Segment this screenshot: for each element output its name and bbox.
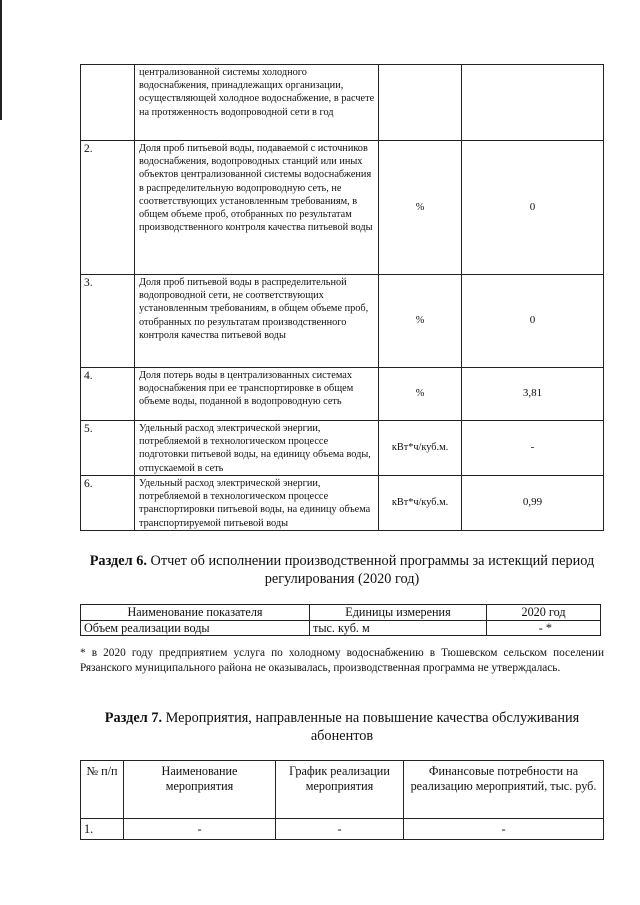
- table-row: [81, 65, 604, 141]
- indicator-value: 0: [462, 275, 604, 368]
- indicator-value: 0,99: [462, 476, 604, 531]
- section-6-table: [80, 604, 601, 636]
- row-number: 1.: [81, 819, 124, 840]
- table-header-row: [81, 605, 601, 621]
- indicator-unit: кВт*ч/куб.м.: [379, 421, 462, 476]
- indicators-table: [80, 64, 604, 531]
- page-edge-mark: [0, 0, 2, 120]
- row-number: 4.: [81, 368, 135, 421]
- column-header: Наименование мероприятия: [124, 761, 276, 819]
- table-row: [81, 141, 604, 275]
- indicator-unit: тыс. куб. м: [310, 620, 487, 636]
- column-header: График реализации мероприятия: [276, 761, 404, 819]
- section-6-title: Отчет об исполнении производственной программы за истекщий период регулирования (2020 год): [150, 553, 595, 587]
- row-number: [81, 65, 135, 141]
- indicator-text: Доля потерь воды в централизованных системах водоснабжения при ее транспортировке в общем объеме воды, поданной в водопроводную сеть: [135, 368, 379, 421]
- row-number: 5.: [81, 421, 135, 476]
- measure-name: -: [124, 819, 276, 840]
- column-header: 2020 год: [487, 605, 601, 621]
- section-7-heading: [80, 709, 604, 745]
- indicator-unit: %: [379, 141, 462, 275]
- section-7-label: Раздел 7.: [104, 710, 163, 726]
- measure-schedule: -: [276, 819, 404, 840]
- table-row: [81, 275, 604, 368]
- indicator-text: Доля проб питьевой воды, подаваемой с источников водоснабжения, водопроводных станций или иных объектов централизованной системы водоснабжения в распределительную водопроводную сеть, не соответствующих установленным требованиям, в общем объеме проб, отобранных по результатам производственного контроля качества питьевой воды: [135, 141, 379, 275]
- column-header: Наименование показателя: [81, 605, 310, 621]
- indicator-value: [462, 65, 604, 141]
- indicator-unit: кВт*ч/куб.м.: [379, 476, 462, 531]
- table-header-row: [81, 761, 604, 819]
- indicator-value: 3,81: [462, 368, 604, 421]
- indicator-value: 0: [462, 141, 604, 275]
- section-6-heading: [80, 552, 604, 588]
- row-number: 3.: [81, 275, 135, 368]
- table-row: [81, 421, 604, 476]
- measure-financing: -: [404, 819, 604, 840]
- indicator-unit: %: [379, 368, 462, 421]
- section-7-title: Мероприятия, направленные на повышение качества обслуживания абонентов: [165, 710, 580, 744]
- footnote: * в 2020 году предприятием услуга по холодному водоснабжению в Тюшевском сельском поселении Рязанского муниципального района не оказывалась, производственная программа не утверждалась.: [80, 647, 604, 674]
- indicator-text: Доля проб питьевой воды в распределительной водопроводной сети, не соответствующих установленным требованиям, в общем объеме проб, отобранных по результатам производственного контроля качества питьевой воды: [135, 275, 379, 368]
- section-7-table: [80, 760, 604, 840]
- table-row: [81, 620, 601, 636]
- indicator-text: Удельный расход электрической энергии, потребляемой в технологическом процессе подготовки питьевой воды, на единицу объема воды, отпускаемой в сеть: [135, 421, 379, 476]
- indicator-unit: %: [379, 275, 462, 368]
- table-row: [81, 819, 604, 840]
- table-row: [81, 368, 604, 421]
- indicator-value: -: [462, 421, 604, 476]
- indicator-text: Удельный расход электрической энергии, потребляемой в технологическом процессе транспортировки питьевой воды, на единицу объема транспортируемой питьевой воды: [135, 476, 379, 531]
- row-number: 2.: [81, 141, 135, 275]
- column-header: № п/п: [81, 761, 124, 819]
- column-header: Финансовые потребности на реализацию мероприятий, тыс. руб.: [404, 761, 604, 819]
- row-number: 6.: [81, 476, 135, 531]
- indicator-value: - *: [487, 620, 601, 636]
- indicator-name: Объем реализации воды: [81, 620, 310, 636]
- indicator-unit: [379, 65, 462, 141]
- table-row: [81, 476, 604, 531]
- indicator-text: централизованной системы холодного водоснабжения, принадлежащих организации, осуществляющей холодное водоснабжение, в расчете на протяженность водопроводной сети в год: [135, 65, 379, 141]
- section-6-label: Раздел 6.: [89, 553, 147, 569]
- column-header: Единицы измерения: [310, 605, 487, 621]
